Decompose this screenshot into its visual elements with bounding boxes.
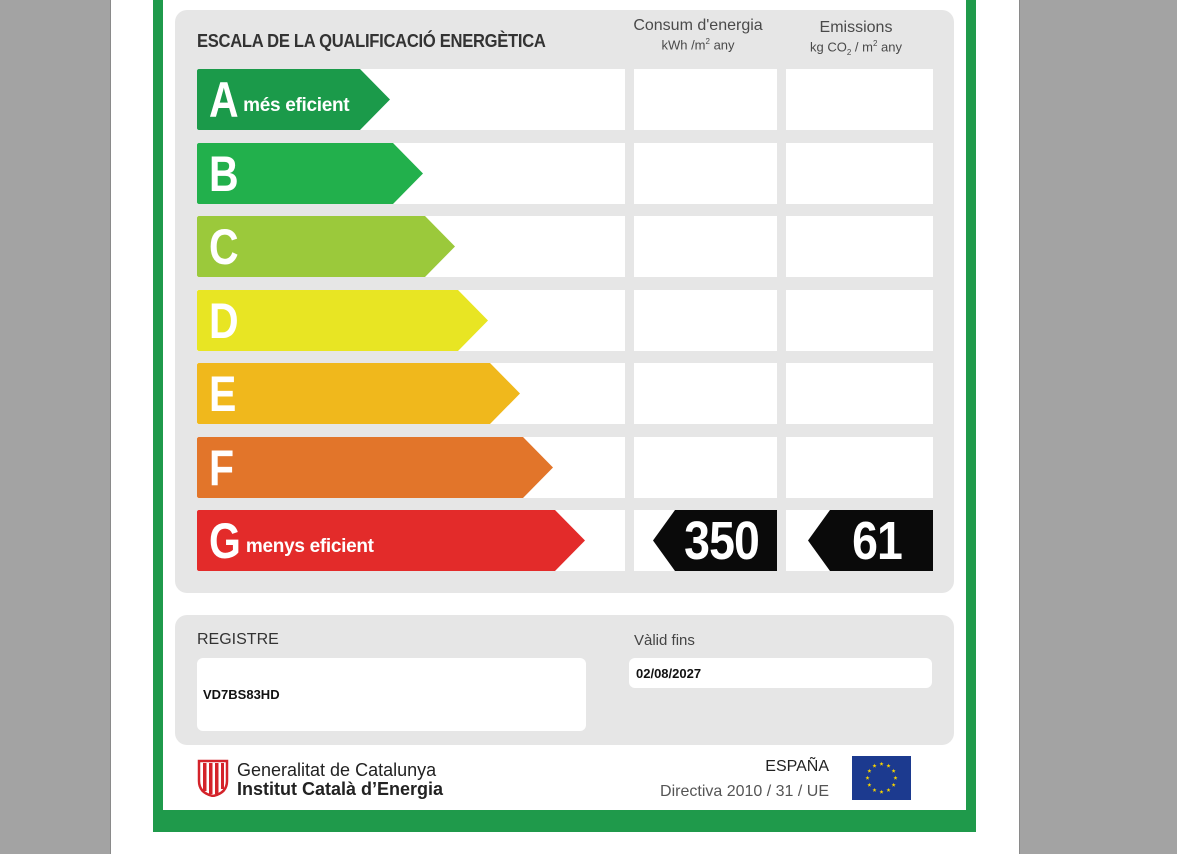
rating-letter: G [209, 512, 241, 569]
rating-letter: F [209, 439, 235, 496]
energy-value-cell [634, 216, 777, 277]
energy-rating-value [653, 510, 777, 571]
energy-rating-value-text: 350 [684, 510, 760, 571]
registration-label: REGISTRE [197, 631, 279, 648]
emissions-value-cell [786, 363, 933, 424]
valid-until-label: Vàlid fins [634, 632, 695, 649]
rating-letter: A [209, 71, 239, 128]
scale-title: ESCALA DE LA QUALIFICACIÓ ENERGÈTICA [197, 31, 546, 51]
energy-value-cell [634, 290, 777, 351]
energy-value-cell [634, 363, 777, 424]
emissions-column-header [786, 19, 926, 57]
rating-description: menys eficient [245, 535, 374, 557]
rating-arrow-c [197, 216, 455, 277]
rating-arrow-e [197, 363, 520, 424]
registration-value: VD7BS83HD [203, 687, 280, 702]
rating-arrow-shape [197, 363, 520, 424]
emissions-value-cell [786, 143, 933, 204]
energy-value-cell [634, 69, 777, 130]
directive-label: Directiva 2010 / 31 / UE [660, 783, 829, 800]
org-name: Generalitat de Catalunya [237, 760, 437, 780]
valid-until-value: 02/08/2027 [636, 666, 702, 681]
emissions-header-title: Emissions [819, 19, 893, 36]
rating-arrow-g [197, 510, 585, 571]
rating-arrow-shape [197, 290, 488, 351]
emissions-rating-value [808, 510, 933, 571]
emissions-value-cell [786, 69, 933, 130]
energy-column-header [630, 17, 766, 52]
generalitat-logo-icon [197, 759, 229, 797]
rating-description: més eficient [243, 94, 350, 116]
emissions-value-cell [786, 290, 933, 351]
country-label: ESPAÑA [765, 758, 829, 775]
energy-header-unit: kWh $/m^2$ any [661, 37, 735, 53]
emissions-header-unit: kg $CO_2 / m^2$ any [810, 39, 902, 57]
rating-arrow-f [197, 437, 553, 498]
rating-letter: D [209, 292, 239, 349]
energy-value-cell [634, 437, 777, 498]
energy-header-title: Consum d'energia [633, 17, 763, 34]
institute-name: Institut Català d’Energia [237, 779, 444, 799]
rating-letter: C [209, 218, 239, 275]
rating-arrow-shape [197, 437, 553, 498]
energy-value-cell [634, 143, 777, 204]
rating-arrow-b [197, 143, 423, 204]
rating-arrow-d [197, 290, 488, 351]
rating-arrow-a [197, 69, 390, 130]
rating-letter: B [209, 145, 239, 202]
rating-letter: E [209, 365, 237, 422]
eu-flag-icon [852, 756, 911, 800]
emissions-rating-value-text: 61 [852, 510, 903, 571]
emissions-value-cell [786, 437, 933, 498]
emissions-value-cell [786, 216, 933, 277]
